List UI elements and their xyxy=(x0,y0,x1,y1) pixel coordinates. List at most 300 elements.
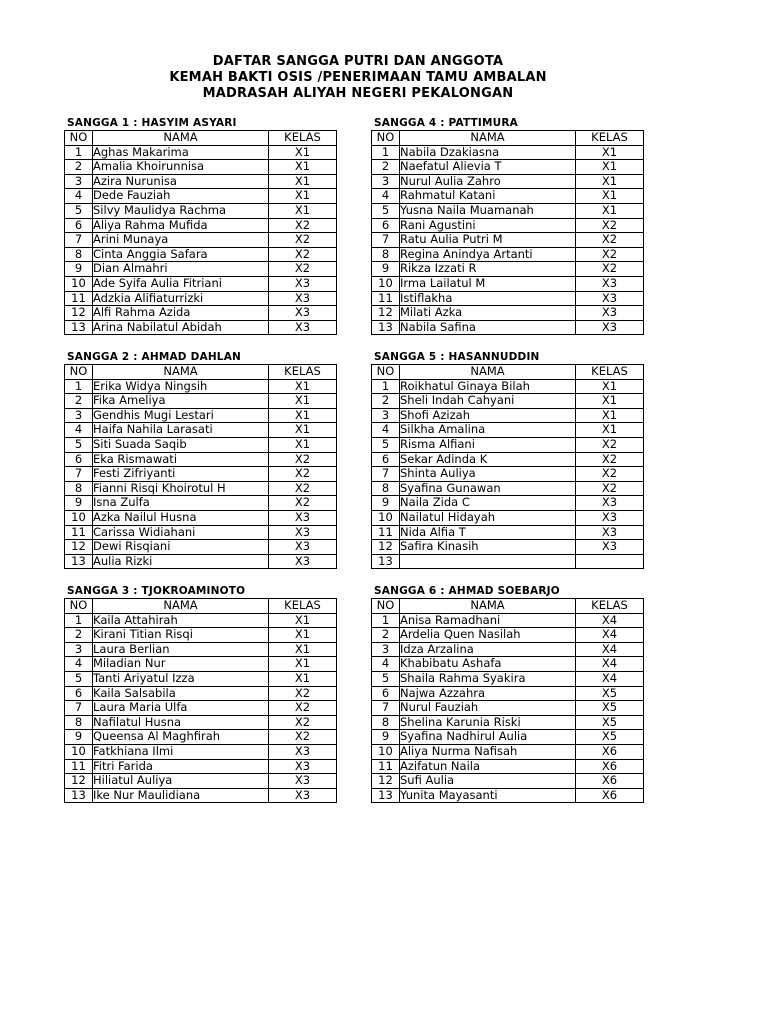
table-row xyxy=(372,686,644,701)
cell-kelas: X2 xyxy=(576,218,644,233)
table-row xyxy=(65,671,337,686)
cell-nama: Roikhatul Ginaya Bilah xyxy=(400,379,576,394)
table-row xyxy=(372,276,644,291)
cell-kelas: X3 xyxy=(269,306,337,321)
cell-kelas: X3 xyxy=(269,554,337,569)
cell-kelas: X2 xyxy=(576,233,644,248)
table-row xyxy=(65,642,337,657)
cell-no: 3 xyxy=(372,642,400,657)
cell-kelas: X2 xyxy=(269,247,337,262)
cell-kelas: X2 xyxy=(576,437,644,452)
cell-no: 13 xyxy=(372,320,400,335)
table-row xyxy=(372,467,644,482)
table-row xyxy=(65,423,337,438)
table-row xyxy=(372,671,644,686)
cell-kelas: X2 xyxy=(269,452,337,467)
cell-kelas: X2 xyxy=(269,218,337,233)
cell-no: 12 xyxy=(372,306,400,321)
group-title: SANGGA 3 : TJOKROAMINOTO xyxy=(67,585,246,597)
column-header-kelas: KELAS xyxy=(269,599,337,614)
cell-kelas: X4 xyxy=(576,642,644,657)
cell-kelas: X3 xyxy=(269,759,337,774)
cell-no: 13 xyxy=(65,788,93,803)
table-row xyxy=(372,218,644,233)
table-row xyxy=(372,437,644,452)
cell-nama: Silvy Maulidya Rachma xyxy=(93,203,269,218)
group-sangga-6 xyxy=(371,584,646,803)
cell-kelas: X3 xyxy=(576,291,644,306)
table-row xyxy=(65,291,337,306)
table-row xyxy=(372,554,644,569)
cell-no: 5 xyxy=(372,203,400,218)
group-sangga-5 xyxy=(371,350,646,569)
cell-nama: Gendhis Mugi Lestari xyxy=(93,408,269,423)
cell-nama: Dede Fauziah xyxy=(93,189,269,204)
cell-nama: Risma Alfiani xyxy=(400,437,576,452)
table-row xyxy=(372,408,644,423)
header-row xyxy=(372,131,644,146)
cell-nama: Kirani Titian Risqi xyxy=(93,628,269,643)
cell-no: 9 xyxy=(372,496,400,511)
cell-nama: Irma Lailatul M xyxy=(400,276,576,291)
table-row xyxy=(372,291,644,306)
cell-no: 9 xyxy=(65,262,93,277)
cell-nama: Laura Maria Ulfa xyxy=(93,701,269,716)
cell-no: 1 xyxy=(65,145,93,160)
column-header-nama: NAMA xyxy=(400,365,576,380)
cell-no: 9 xyxy=(65,730,93,745)
cell-nama: Carissa Widiahani xyxy=(93,525,269,540)
cell-kelas: X6 xyxy=(576,744,644,759)
column-header-nama: NAMA xyxy=(93,131,269,146)
table-row xyxy=(372,233,644,248)
cell-no: 1 xyxy=(372,145,400,160)
cell-kelas: X1 xyxy=(576,379,644,394)
table-row xyxy=(65,276,337,291)
cell-nama: Ike Nur Maulidiana xyxy=(93,788,269,803)
cell-nama xyxy=(400,554,576,569)
cell-nama: Najwa Azzahra xyxy=(400,686,576,701)
cell-kelas: X2 xyxy=(576,262,644,277)
roster-table xyxy=(371,364,644,569)
header-row xyxy=(65,599,337,614)
table-row xyxy=(65,437,337,452)
cell-kelas: X1 xyxy=(576,408,644,423)
cell-no: 6 xyxy=(65,452,93,467)
column-header-no: NO xyxy=(372,131,400,146)
table-row xyxy=(372,306,644,321)
cell-nama: Hiliatul Auliya xyxy=(93,774,269,789)
cell-no: 7 xyxy=(65,233,93,248)
cell-nama: Shinta Auliya xyxy=(400,467,576,482)
table-row xyxy=(65,774,337,789)
table-row xyxy=(65,262,337,277)
table-row xyxy=(65,306,337,321)
cell-kelas: X1 xyxy=(576,394,644,409)
cell-no: 6 xyxy=(372,686,400,701)
cell-nama: Festi Zifriyanti xyxy=(93,467,269,482)
cell-kelas: X3 xyxy=(269,276,337,291)
table-row xyxy=(65,788,337,803)
cell-no: 10 xyxy=(65,510,93,525)
column-header-nama: NAMA xyxy=(400,599,576,614)
cell-no: 7 xyxy=(65,467,93,482)
cell-kelas: X1 xyxy=(269,394,337,409)
cell-nama: Silkha Amalina xyxy=(400,423,576,438)
cell-kelas: X2 xyxy=(269,701,337,716)
cell-nama: Kaila Attahirah xyxy=(93,613,269,628)
cell-kelas: X3 xyxy=(576,306,644,321)
cell-nama: Naila Zida C xyxy=(400,496,576,511)
cell-no: 7 xyxy=(65,701,93,716)
table-row xyxy=(65,657,337,672)
table-row xyxy=(65,452,337,467)
table-row xyxy=(372,744,644,759)
cell-nama: Nailatul Hidayah xyxy=(400,510,576,525)
cell-nama: Ade Syifa Aulia Fitriani xyxy=(93,276,269,291)
table-row xyxy=(372,715,644,730)
cell-no: 8 xyxy=(372,481,400,496)
table-row xyxy=(372,145,644,160)
table-row xyxy=(65,247,337,262)
table-row xyxy=(65,160,337,175)
header-row xyxy=(372,365,644,380)
cell-kelas: X1 xyxy=(576,160,644,175)
group-sangga-1 xyxy=(64,116,339,335)
cell-kelas: X4 xyxy=(576,613,644,628)
table-row xyxy=(372,730,644,745)
cell-kelas: X3 xyxy=(269,525,337,540)
cell-no: 11 xyxy=(65,525,93,540)
table-row xyxy=(65,744,337,759)
table-row xyxy=(65,218,337,233)
table-row xyxy=(372,481,644,496)
cell-kelas: X2 xyxy=(576,481,644,496)
cell-nama: Dewi Risqiani xyxy=(93,540,269,555)
table-row xyxy=(65,730,337,745)
cell-no: 11 xyxy=(372,525,400,540)
cell-no: 3 xyxy=(372,408,400,423)
cell-no: 13 xyxy=(65,320,93,335)
roster-table xyxy=(64,364,337,569)
cell-kelas: X1 xyxy=(269,628,337,643)
table-row xyxy=(372,262,644,277)
cell-kelas: X4 xyxy=(576,671,644,686)
cell-no: 11 xyxy=(65,759,93,774)
cell-kelas: X5 xyxy=(576,730,644,745)
cell-nama: Milati Azka xyxy=(400,306,576,321)
cell-kelas: X1 xyxy=(576,203,644,218)
cell-kelas: X3 xyxy=(576,276,644,291)
cell-kelas: X3 xyxy=(576,525,644,540)
cell-no: 9 xyxy=(372,730,400,745)
table-row xyxy=(65,320,337,335)
cell-no: 6 xyxy=(65,686,93,701)
table-row xyxy=(65,467,337,482)
cell-nama: Nabila Dzakiasna xyxy=(400,145,576,160)
cell-kelas: X2 xyxy=(269,467,337,482)
group-sangga-2 xyxy=(64,350,339,569)
cell-nama: Ardelia Quen Nasilah xyxy=(400,628,576,643)
table-row xyxy=(372,247,644,262)
cell-kelas: X2 xyxy=(269,481,337,496)
cell-nama: Aghas Makarima xyxy=(93,145,269,160)
cell-kelas: X3 xyxy=(269,320,337,335)
cell-kelas: X1 xyxy=(576,145,644,160)
cell-nama: Rahmatul Katani xyxy=(400,189,576,204)
table-row xyxy=(372,788,644,803)
cell-kelas: X2 xyxy=(576,467,644,482)
cell-nama: Sheli Indah Cahyani xyxy=(400,394,576,409)
cell-kelas: X5 xyxy=(576,701,644,716)
cell-nama: Siti Suada Saqib xyxy=(93,437,269,452)
cell-no: 3 xyxy=(65,408,93,423)
cell-nama: Alfi Rahma Azida xyxy=(93,306,269,321)
cell-nama: Fatkhiana Ilmi xyxy=(93,744,269,759)
cell-nama: Haifa Nahila Larasati xyxy=(93,423,269,438)
cell-nama: Nurul Aulia Zahro xyxy=(400,174,576,189)
cell-no: 2 xyxy=(65,394,93,409)
cell-no: 4 xyxy=(65,189,93,204)
cell-no: 5 xyxy=(65,437,93,452)
cell-no: 7 xyxy=(372,233,400,248)
cell-no: 2 xyxy=(65,628,93,643)
table-row xyxy=(372,174,644,189)
cell-kelas: X6 xyxy=(576,759,644,774)
cell-kelas: X3 xyxy=(576,540,644,555)
cell-nama: Arina Nabilatul Abidah xyxy=(93,320,269,335)
cell-no: 5 xyxy=(65,203,93,218)
cell-kelas: X3 xyxy=(576,320,644,335)
group-title: SANGGA 5 : HASANNUDDIN xyxy=(374,351,540,363)
column-header-nama: NAMA xyxy=(93,365,269,380)
cell-nama: Azifatun Naila xyxy=(400,759,576,774)
cell-no: 1 xyxy=(372,379,400,394)
table-row xyxy=(65,394,337,409)
group-title: SANGGA 4 : PATTIMURA xyxy=(374,117,519,129)
column-header-nama: NAMA xyxy=(93,599,269,614)
column-header-no: NO xyxy=(65,131,93,146)
column-header-kelas: KELAS xyxy=(269,365,337,380)
column-header-no: NO xyxy=(372,599,400,614)
table-row xyxy=(65,481,337,496)
cell-nama: Eka Rismawati xyxy=(93,452,269,467)
cell-no: 4 xyxy=(65,423,93,438)
title-line-1: DAFTAR SANGGA PUTRI DAN ANGGOTA xyxy=(212,54,504,69)
cell-kelas: X2 xyxy=(269,496,337,511)
cell-nama: Sekar Adinda K xyxy=(400,452,576,467)
cell-kelas: X6 xyxy=(576,774,644,789)
group-title: SANGGA 6 : AHMAD SOEBARJO xyxy=(374,585,560,597)
group-title: SANGGA 2 : AHMAD DAHLAN xyxy=(67,351,242,363)
cell-nama: Queensa Al Maghfirah xyxy=(93,730,269,745)
table-row xyxy=(65,408,337,423)
table-row xyxy=(372,657,644,672)
cell-no: 2 xyxy=(372,394,400,409)
cell-kelas: X3 xyxy=(269,788,337,803)
cell-no: 4 xyxy=(372,423,400,438)
table-row xyxy=(65,379,337,394)
title-line-2: KEMAH BAKTI OSIS /PENERIMAAN TAMU AMBALAN xyxy=(169,70,547,85)
table-row xyxy=(65,203,337,218)
group-sangga-3 xyxy=(64,584,339,803)
cell-nama: Naefatul Alievia T xyxy=(400,160,576,175)
cell-kelas: X1 xyxy=(269,160,337,175)
roster-table xyxy=(64,130,337,335)
table-row xyxy=(65,540,337,555)
cell-nama: Erika Widya Ningsih xyxy=(93,379,269,394)
document-title xyxy=(0,54,716,102)
cell-no: 12 xyxy=(372,540,400,555)
table-row xyxy=(65,525,337,540)
cell-kelas: X1 xyxy=(269,408,337,423)
cell-nama: Kaila Salsabila xyxy=(93,686,269,701)
cell-nama: Aliya Nurma Nafisah xyxy=(400,744,576,759)
cell-nama: Regina Anindya Artanti xyxy=(400,247,576,262)
table-row xyxy=(372,701,644,716)
cell-no: 8 xyxy=(65,715,93,730)
column-header-kelas: KELAS xyxy=(576,131,644,146)
table-row xyxy=(65,174,337,189)
cell-no: 8 xyxy=(65,481,93,496)
cell-kelas: X1 xyxy=(576,174,644,189)
cell-kelas: X3 xyxy=(269,744,337,759)
cell-no: 12 xyxy=(65,540,93,555)
cell-no: 13 xyxy=(372,554,400,569)
cell-no: 1 xyxy=(372,613,400,628)
cell-nama: Yunita Mayasanti xyxy=(400,788,576,803)
column-header-kelas: KELAS xyxy=(576,599,644,614)
table-row xyxy=(372,203,644,218)
cell-nama: Arini Munaya xyxy=(93,233,269,248)
table-row xyxy=(65,145,337,160)
cell-nama: Safira Kinasih xyxy=(400,540,576,555)
cell-kelas: X3 xyxy=(576,496,644,511)
cell-kelas: X5 xyxy=(576,715,644,730)
cell-nama: Idza Arzalina xyxy=(400,642,576,657)
table-row xyxy=(65,189,337,204)
group-title: SANGGA 1 : HASYIM ASYARI xyxy=(67,117,237,129)
cell-nama: Azira Nurunisa xyxy=(93,174,269,189)
cell-nama: Nurul Fauziah xyxy=(400,701,576,716)
roster-table xyxy=(371,598,644,803)
cell-no: 9 xyxy=(372,262,400,277)
title-line-3: MADRASAH ALIYAH NEGERI PEKALONGAN xyxy=(202,86,514,101)
table-row xyxy=(372,510,644,525)
cell-nama: Dian Almahri xyxy=(93,262,269,277)
cell-no: 11 xyxy=(372,291,400,306)
cell-no: 10 xyxy=(65,276,93,291)
cell-no: 1 xyxy=(65,379,93,394)
table-row xyxy=(65,628,337,643)
cell-nama: Nida Alfia T xyxy=(400,525,576,540)
cell-kelas: X3 xyxy=(269,291,337,306)
cell-kelas: X2 xyxy=(576,452,644,467)
cell-kelas: X1 xyxy=(269,189,337,204)
cell-no: 1 xyxy=(65,613,93,628)
cell-no: 2 xyxy=(372,628,400,643)
cell-nama: Sufi Aulia xyxy=(400,774,576,789)
cell-kelas: X5 xyxy=(576,686,644,701)
cell-kelas: X1 xyxy=(269,671,337,686)
cell-kelas: X4 xyxy=(576,657,644,672)
cell-nama: Azka Nailul Husna xyxy=(93,510,269,525)
cell-nama: Amalia Khoirunnisa xyxy=(93,160,269,175)
cell-kelas: X1 xyxy=(576,189,644,204)
table-row xyxy=(65,715,337,730)
cell-nama: Yusna Naila Muamanah xyxy=(400,203,576,218)
cell-nama: Shofi Azizah xyxy=(400,408,576,423)
table-row xyxy=(372,613,644,628)
cell-no: 3 xyxy=(372,174,400,189)
cell-nama: Isna Zulfa xyxy=(93,496,269,511)
table-row xyxy=(372,160,644,175)
cell-kelas: X1 xyxy=(269,613,337,628)
cell-kelas: X2 xyxy=(269,715,337,730)
table-row xyxy=(65,233,337,248)
cell-no: 10 xyxy=(372,510,400,525)
roster-table xyxy=(64,598,337,803)
cell-no: 12 xyxy=(372,774,400,789)
cell-no: 8 xyxy=(372,247,400,262)
cell-nama: Laura Berlian xyxy=(93,642,269,657)
cell-kelas: X6 xyxy=(576,788,644,803)
cell-nama: Syafina Gunawan xyxy=(400,481,576,496)
cell-no: 4 xyxy=(65,657,93,672)
table-row xyxy=(372,642,644,657)
table-row xyxy=(372,628,644,643)
group-sangga-4 xyxy=(371,116,646,335)
table-row xyxy=(372,759,644,774)
table-row xyxy=(65,510,337,525)
table-row xyxy=(372,525,644,540)
cell-kelas: X2 xyxy=(269,730,337,745)
cell-nama: Shaila Rahma Syakira xyxy=(400,671,576,686)
cell-kelas: X1 xyxy=(269,174,337,189)
cell-no: 4 xyxy=(372,189,400,204)
cell-no: 11 xyxy=(65,291,93,306)
cell-kelas: X2 xyxy=(269,233,337,248)
table-row xyxy=(372,320,644,335)
cell-no: 8 xyxy=(372,715,400,730)
header-row xyxy=(372,599,644,614)
cell-kelas: X2 xyxy=(269,262,337,277)
table-row xyxy=(65,554,337,569)
cell-no: 5 xyxy=(372,671,400,686)
cell-no: 5 xyxy=(65,671,93,686)
cell-no: 6 xyxy=(65,218,93,233)
cell-nama: Anisa Ramadhani xyxy=(400,613,576,628)
cell-kelas: X3 xyxy=(269,540,337,555)
column-header-kelas: KELAS xyxy=(576,365,644,380)
cell-kelas: X1 xyxy=(269,203,337,218)
cell-nama: Istiflakha xyxy=(400,291,576,306)
cell-nama: Miladian Nur xyxy=(93,657,269,672)
column-header-kelas: KELAS xyxy=(269,131,337,146)
cell-kelas: X1 xyxy=(576,423,644,438)
cell-nama: Fianni Risqi Khoirotul H xyxy=(93,481,269,496)
cell-nama: Aulia Rizki xyxy=(93,554,269,569)
cell-no: 3 xyxy=(65,174,93,189)
cell-nama: Rikza Izzati R xyxy=(400,262,576,277)
cell-kelas: X1 xyxy=(269,642,337,657)
cell-no: 9 xyxy=(65,496,93,511)
cell-nama: Ratu Aulia Putri M xyxy=(400,233,576,248)
cell-no: 10 xyxy=(372,276,400,291)
table-row xyxy=(65,759,337,774)
cell-no: 4 xyxy=(372,657,400,672)
table-row xyxy=(372,394,644,409)
